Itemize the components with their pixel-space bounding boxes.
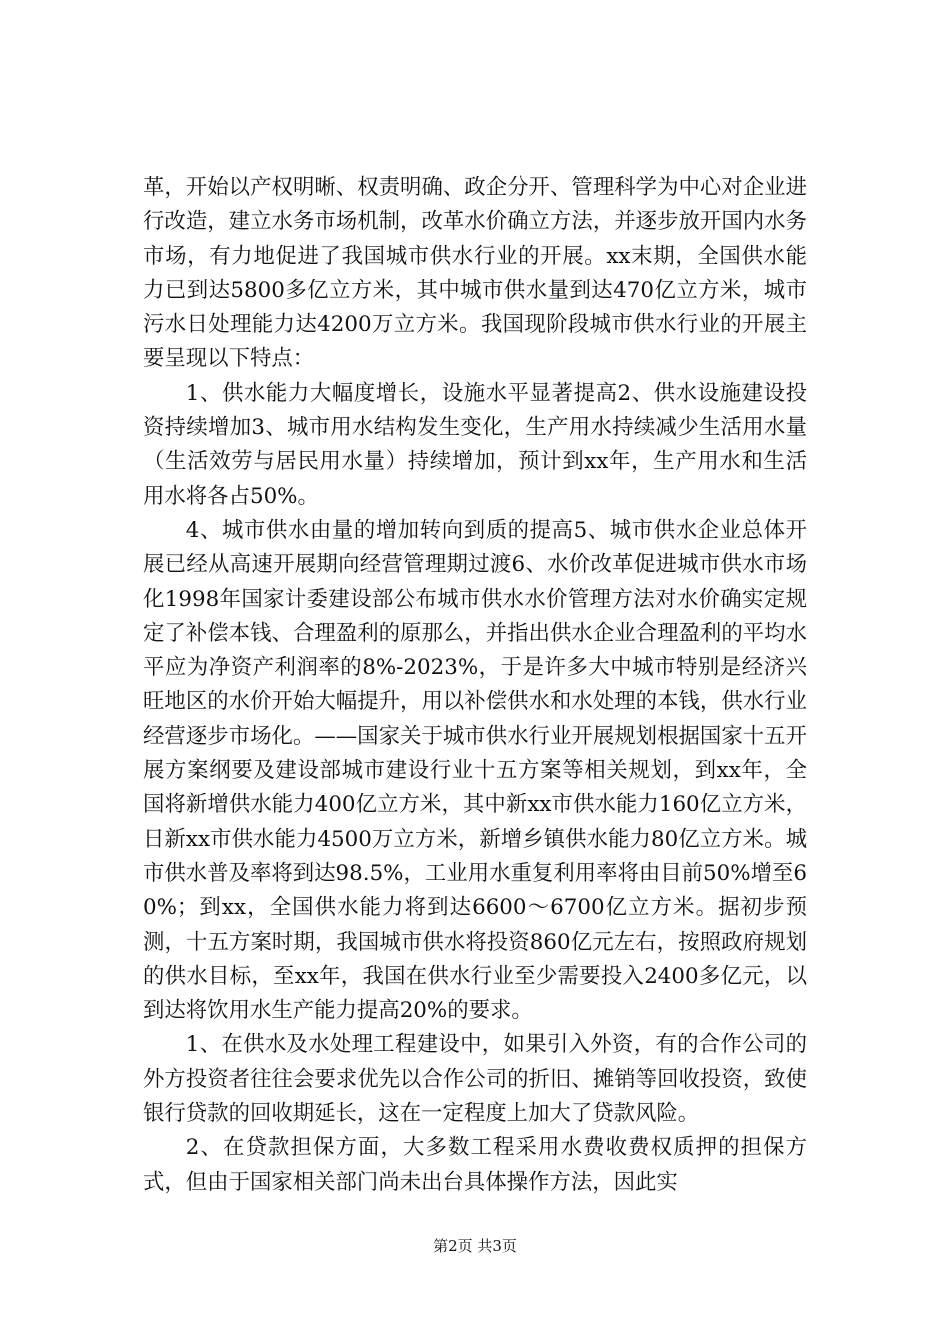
paragraph-1: 革，开始以产权明晰、权责明确、政企分开、管理科学为中心对企业进行改造，建立水务市场机制，改革水价确立方法，并逐步放开国内水务市场，有力地促进了我国城市供水行业的开展。xx末期，全国供水能力已到达5800多亿立方米，其中城市供水量到达470亿立方米，城市污水日处理能力达4200万立方米。我国现阶段城市供水行业的开展主要呈现以下特点： xyxy=(143,175,807,372)
paragraph-3: 4、城市供水由量的增加转向到质的提高5、城市供水企业总体开展已经从高速开展期向经营管理期过渡6、水价改革促进城市供水市场化1998年国家计委建设部公布城市供水水价管理方法对水价确实定规定了补偿本钱、合理盈利的原那么，并指出供水企业合理盈利的平均水平应为净资产利润率的8%-2023%，于是许多大中城市特别是经济兴旺地区的水价开始大幅提升，用以补偿供水和水处理的本钱，供水行业经营逐步市场化。——国家关于城市供水行业开展规划根据国家十五开展方案纲要及建设部城市建设行业十五方案等相关规划，到xx年，全国将新增供水能力400亿立方米，其中新xx市供水能力160亿立方米，日新xx市供水能力4500万立方米，新增乡镇供水能力80亿立方米。城市供水普及率将到达98.5%，工业用水重复利用率将由目前50%增至60%；到xx，全国供水能力将到达6600～6700亿立方米。据初步预测，十五方案时期，我国城市供水将投资860亿元左右，按照政府规划的供水目标，至xx年，我国在供水行业至少需要投入2400多亿元，以到达将饮用水生产能力提高20%的要求。 xyxy=(143,517,807,1024)
page-number-footer: 第2页 共3页 xyxy=(433,1237,517,1255)
body-text xyxy=(143,171,807,1200)
paragraph-2: 1、供水能力大幅度增长，设施水平显著提高2、供水设施建设投资持续增加3、城市用水结构发生变化，生产用水持续减少生活用水量（生活效劳与居民用水量）持续增加，预计到xx年，生产用水和生活用水将各占50%。 xyxy=(143,380,807,509)
paragraph-4: 1、在供水及水处理工程建设中，如果引入外资，有的合作公司的外方投资者往往会要求优先以合作公司的折旧、摊销等回收投资，致使银行贷款的回收期延长，这在一定程度上加大了贷款风险。 xyxy=(143,1032,807,1127)
paragraph-5: 2、在贷款担保方面，大多数工程采用水费收费权质押的担保方式，但由于国家相关部门尚未出台具体操作方法，因此实 xyxy=(143,1135,807,1195)
